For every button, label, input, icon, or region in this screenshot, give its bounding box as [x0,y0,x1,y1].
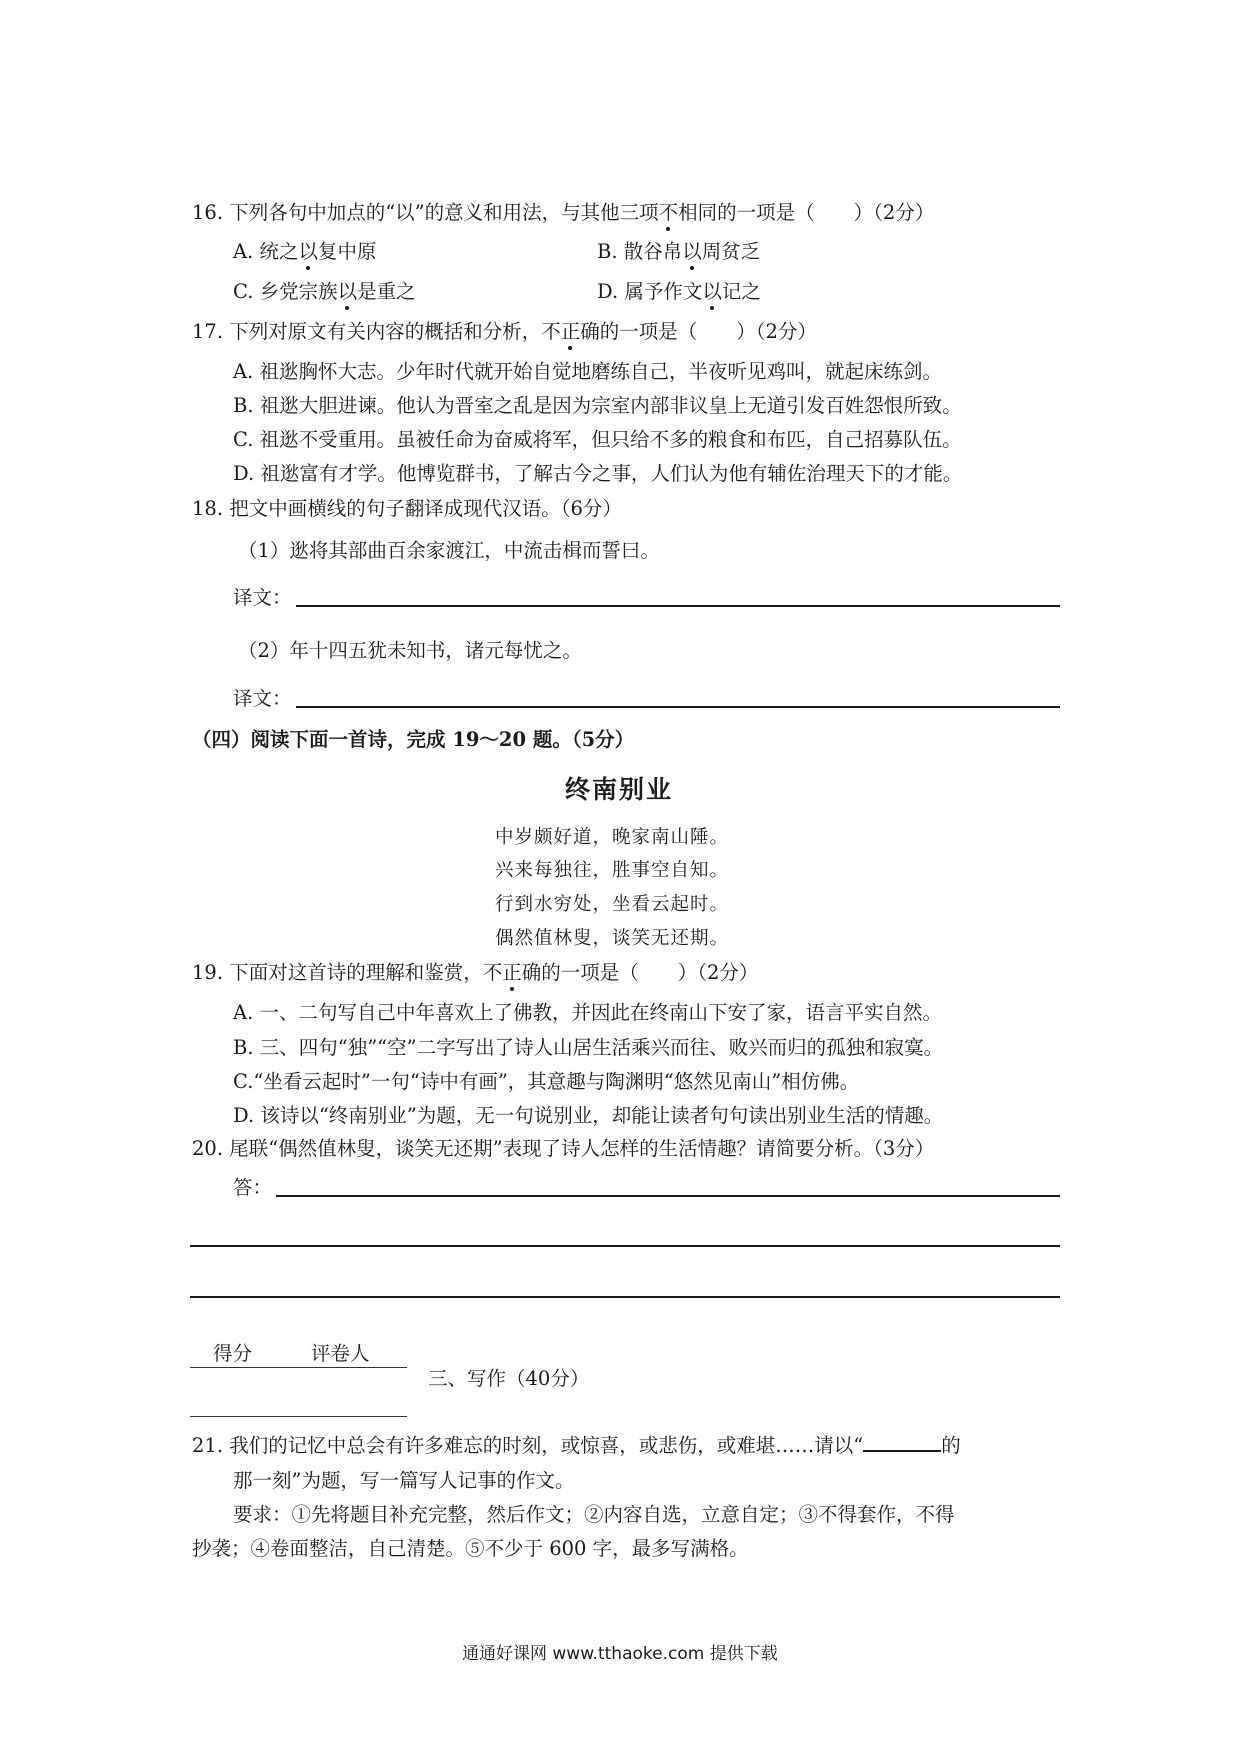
q17-option-b: B. 祖逖大胆进谏。他认为晋室之乱是因为宗室内部非议皇上无道引发百姓怨恨所致。 [233,394,962,417]
q19-option-b: B. 三、四句“独”“空”二字写出了诗人山居生活乘兴而往、败兴而归的孤独和寂寞。 [233,1036,944,1059]
q19-stem: 19. 下面对这首诗的理解和鉴赏，不正确的一项是（ ）（2分） [192,961,759,984]
q18-answer-line-2[interactable] [296,706,1060,708]
q21-line-1: 21. 我们的记忆中总会有许多难忘的时刻，或惊喜，或悲伤，或难堪……请以“ 的 [192,1434,961,1457]
score-box-bottom-rule [190,1416,407,1417]
q17-option-c: C. 祖逖不受重用。虽被任命为奋威将军，但只给不多的粮食和布匹，自己招募队伍。 [233,428,962,451]
q19-option-c: C.“坐看云起时”一句“诗中有画”，其意趣与陶渊明“悠然见南山”相仿佛。 [233,1070,860,1093]
q20-answer-line-1[interactable] [276,1195,1060,1197]
q18-stem: 18. 把文中画横线的句子翻译成现代汉语。（6分） [192,497,622,520]
section-4-heading: （四）阅读下面一首诗，完成 19～20 题。（5分） [192,728,635,751]
score-box-top-rule [190,1367,407,1368]
q20-answer-label: 答： [233,1176,273,1199]
q21-line-2: 那一刻”为题，写一篇写人记事的作文。 [233,1469,575,1492]
q18-answer-line-1[interactable] [296,605,1060,607]
q17-option-d: D. 祖逖富有才学。他博览群书，了解古今之事，人们认为他有辅佐治理天下的才能。 [233,462,963,485]
poem-title: 终南别业 [565,775,674,804]
q16-option-b: B. 散谷帛以周贫乏 [597,240,761,263]
q16-stem: 16. 下列各句中加点的“以”的意义和用法，与其他三项不相同的一项是（ ）（2分） [192,201,935,224]
q21-requirements-line-2: 抄袭；④卷面整洁，自己清楚。⑤不少于 600 字，最多写满格。 [192,1537,749,1560]
score-label: 得分 [213,1342,253,1365]
poem-line-1: 中岁颇好道，晚家南山陲。 [495,827,730,848]
grader-label: 评卷人 [311,1342,370,1365]
q20-stem: 20. 尾联“偶然值林叟，谈笑无还期”表现了诗人怎样的生活情趣？请简要分析。（3分） [192,1137,935,1160]
q20-answer-line-2[interactable] [190,1245,1060,1247]
q16-option-c: C. 乡党宗族以是重之 [233,280,416,303]
q17-option-a: A. 祖逖胸怀大志。少年时代就开始自觉地磨练自己，半夜听见鸡叫，就起床练剑。 [233,360,942,383]
q21-title-blank[interactable] [863,1432,941,1452]
poem-line-4: 偶然值林叟，谈笑无还期。 [495,928,730,949]
q16-option-d: D. 属予作文以记之 [597,280,761,303]
q16-option-a: A. 统之以复中原 [233,240,377,263]
q18-sentence-2: （2）年十四五犹未知书，诸元每忧之。 [238,639,582,662]
q21-requirements-line-1: 要求：①先将题目补充完整，然后作文；②内容自选，立意自定；③不得套作，不得 [233,1503,955,1526]
footer-source: 通通好课网 www.tthaoke.com 提供下载 [462,1644,778,1664]
q17-stem: 17. 下列对原文有关内容的概括和分析，不正确的一项是（ ）（2分） [192,320,817,343]
poem-line-2: 兴来每独往，胜事空自知。 [495,860,730,881]
q18-sentence-1: （1）逖将其部曲百余家渡江，中流击楫而誓曰。 [238,539,660,562]
q19-option-a: A. 一、二句写自己中年喜欢上了佛教，并因此在终南山下安了家，语言平实自然。 [233,1001,942,1024]
q19-option-d: D. 该诗以“终南别业”为题，无一句说别业，却能让读者句句读出别业生活的情趣。 [233,1104,944,1127]
q18-translation-label-1: 译文： [233,586,292,609]
q20-answer-line-3[interactable] [190,1296,1060,1298]
poem-line-3: 行到水穷处，坐看云起时。 [495,894,730,915]
writing-section-title: 三、写作（40分） [428,1367,590,1390]
q18-translation-label-2: 译文： [233,687,292,710]
